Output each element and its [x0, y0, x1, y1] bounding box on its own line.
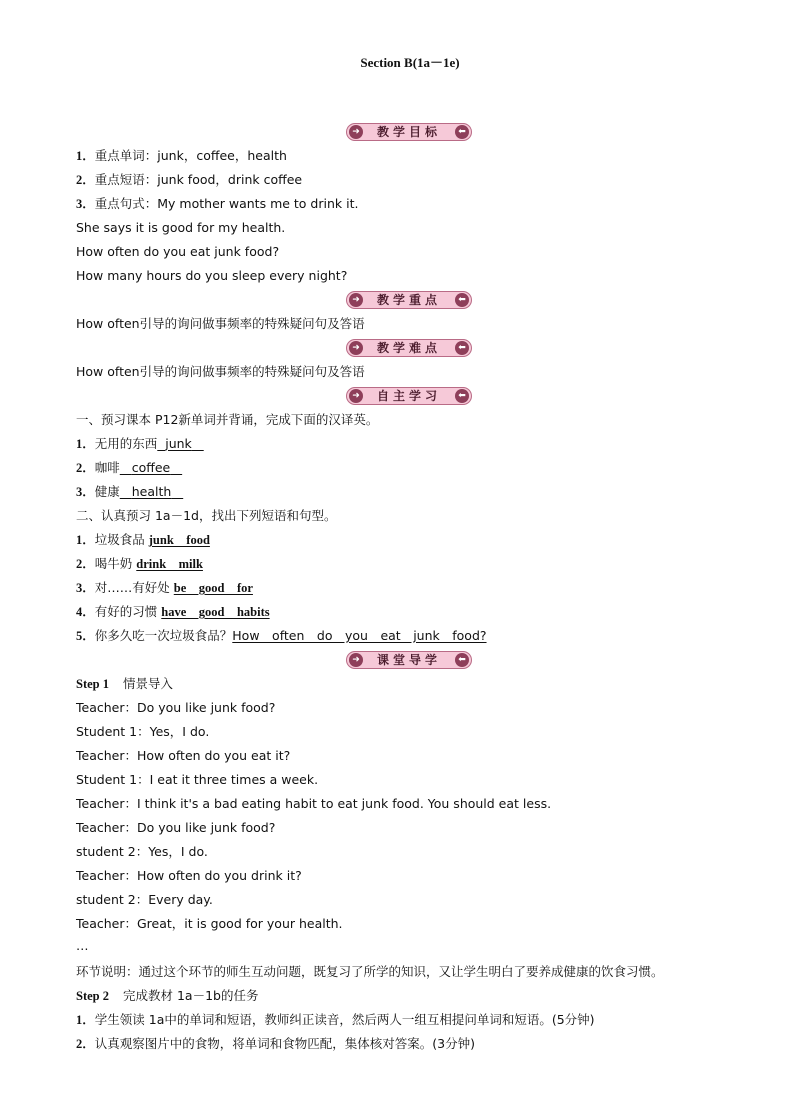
- dialogue-line: Teacher：How often do you drink it?: [76, 868, 302, 883]
- banner-label: 自主学习: [376, 389, 441, 403]
- step2-item: 1．学生领读 1a中的单词和短语，教师纠正读音，然后两人一组互相提问单词和短语。(5分钟): [76, 1012, 595, 1027]
- step2-heading: Step 2 完成教材 1a－1b的任务: [76, 988, 259, 1003]
- arrow-left-icon: ⬅: [455, 653, 469, 667]
- arrow-right-icon: ➜: [349, 125, 363, 139]
- arrow-left-icon: ⬅: [455, 125, 469, 139]
- answer-text: have good habits: [161, 605, 270, 619]
- banner-self-study: [346, 387, 472, 405]
- objective-line: How many hours do you sleep every night?: [76, 268, 348, 283]
- step2-item: 2．认真观察图片中的食物，将单词和食物匹配，集体核对答案。(3分钟): [76, 1036, 475, 1051]
- objective-line: She says it is good for my health.: [76, 220, 286, 235]
- answer-text: How often do you eat junk food?: [232, 628, 487, 643]
- phrase-item: 5．你多久吃一次垃圾食品？How often do you eat junk food?: [76, 628, 487, 643]
- phrase-item: 3．对……有好处 be good for: [76, 580, 253, 595]
- vocab-item: 3．健康 health: [76, 484, 172, 499]
- phrase-item: 4．有好的习惯 have good habits: [76, 604, 270, 619]
- banner-key-points: [346, 291, 472, 309]
- dialogue-line: student 2：Every day.: [76, 892, 213, 907]
- dialogue-line: Student 1：Yes，I do.: [76, 724, 210, 739]
- answer-text: drink milk: [136, 557, 203, 571]
- banner-difficulties: [346, 339, 472, 357]
- arrow-left-icon: ⬅: [455, 389, 469, 403]
- objective-line: 2．重点短语：junk food，drink coffee: [76, 172, 303, 187]
- self-study-part1-heading: 一、预习课本 P12新单词并背诵，完成下面的汉译英。: [76, 412, 379, 427]
- arrow-right-icon: ➜: [349, 341, 363, 355]
- banner-class-guide: [346, 651, 472, 669]
- banner-label: 课堂导学: [376, 653, 441, 667]
- answer-text: be good for: [173, 581, 253, 595]
- answer-text: junk: [165, 436, 192, 451]
- dialogue-line: Teacher：I think it's a bad eating habit to eat junk food. You should eat less.: [76, 796, 552, 811]
- phrase-item: 1．垃圾食品 junk food: [76, 532, 210, 547]
- dialogue-line: student 2：Yes，I do.: [76, 844, 208, 859]
- arrow-right-icon: ➜: [349, 653, 363, 667]
- objective-line: How often do you eat junk food?: [76, 244, 280, 259]
- arrow-right-icon: ➜: [349, 389, 363, 403]
- key-point-text: How often引导的询问做事频率的特殊疑问句及答语: [76, 316, 365, 331]
- dialogue-line: Teacher：Do you like junk food?: [76, 700, 276, 715]
- step1-heading: Step 1 情景导入: [76, 676, 174, 691]
- dialogue-line: Teacher：Great，it is good for your health.: [76, 916, 343, 931]
- step1-note: 环节说明：通过这个环节的师生互动问题，既复习了所学的知识，又让学生明白了要养成健康的饮食习惯。: [76, 964, 664, 979]
- banner-objectives: [346, 123, 472, 141]
- answer-text: health: [131, 484, 172, 499]
- banner-label: 教学难点: [376, 341, 441, 355]
- objective-line: 3．重点句式：My mother wants me to drink it.: [76, 196, 359, 211]
- arrow-right-icon: ➜: [349, 293, 363, 307]
- banner-label: 教学目标: [376, 125, 441, 139]
- objective-line: 1．重点单词：junk，coffee，health: [76, 148, 287, 163]
- answer-text: coffee: [131, 460, 171, 475]
- page-title: Section B(1a－1e): [360, 55, 460, 70]
- dialogue-line: Teacher：How often do you eat it?: [76, 748, 291, 763]
- arrow-left-icon: ⬅: [455, 341, 469, 355]
- self-study-part2-heading: 二、认真预习 1a－1d，找出下列短语和句型。: [76, 508, 337, 523]
- vocab-item: 1．无用的东西 junk: [76, 436, 192, 451]
- ellipsis: …: [76, 938, 89, 953]
- dialogue-line: Teacher：Do you like junk food?: [76, 820, 276, 835]
- phrase-item: 2．喝牛奶 drink milk: [76, 556, 203, 571]
- answer-text: junk food: [148, 533, 210, 547]
- vocab-item: 2．咖啡 coffee: [76, 460, 171, 475]
- arrow-left-icon: ⬅: [455, 293, 469, 307]
- difficulty-text: How often引导的询问做事频率的特殊疑问句及答语: [76, 364, 365, 379]
- dialogue-line: Student 1：I eat it three times a week.: [76, 772, 319, 787]
- banner-label: 教学重点: [376, 293, 441, 307]
